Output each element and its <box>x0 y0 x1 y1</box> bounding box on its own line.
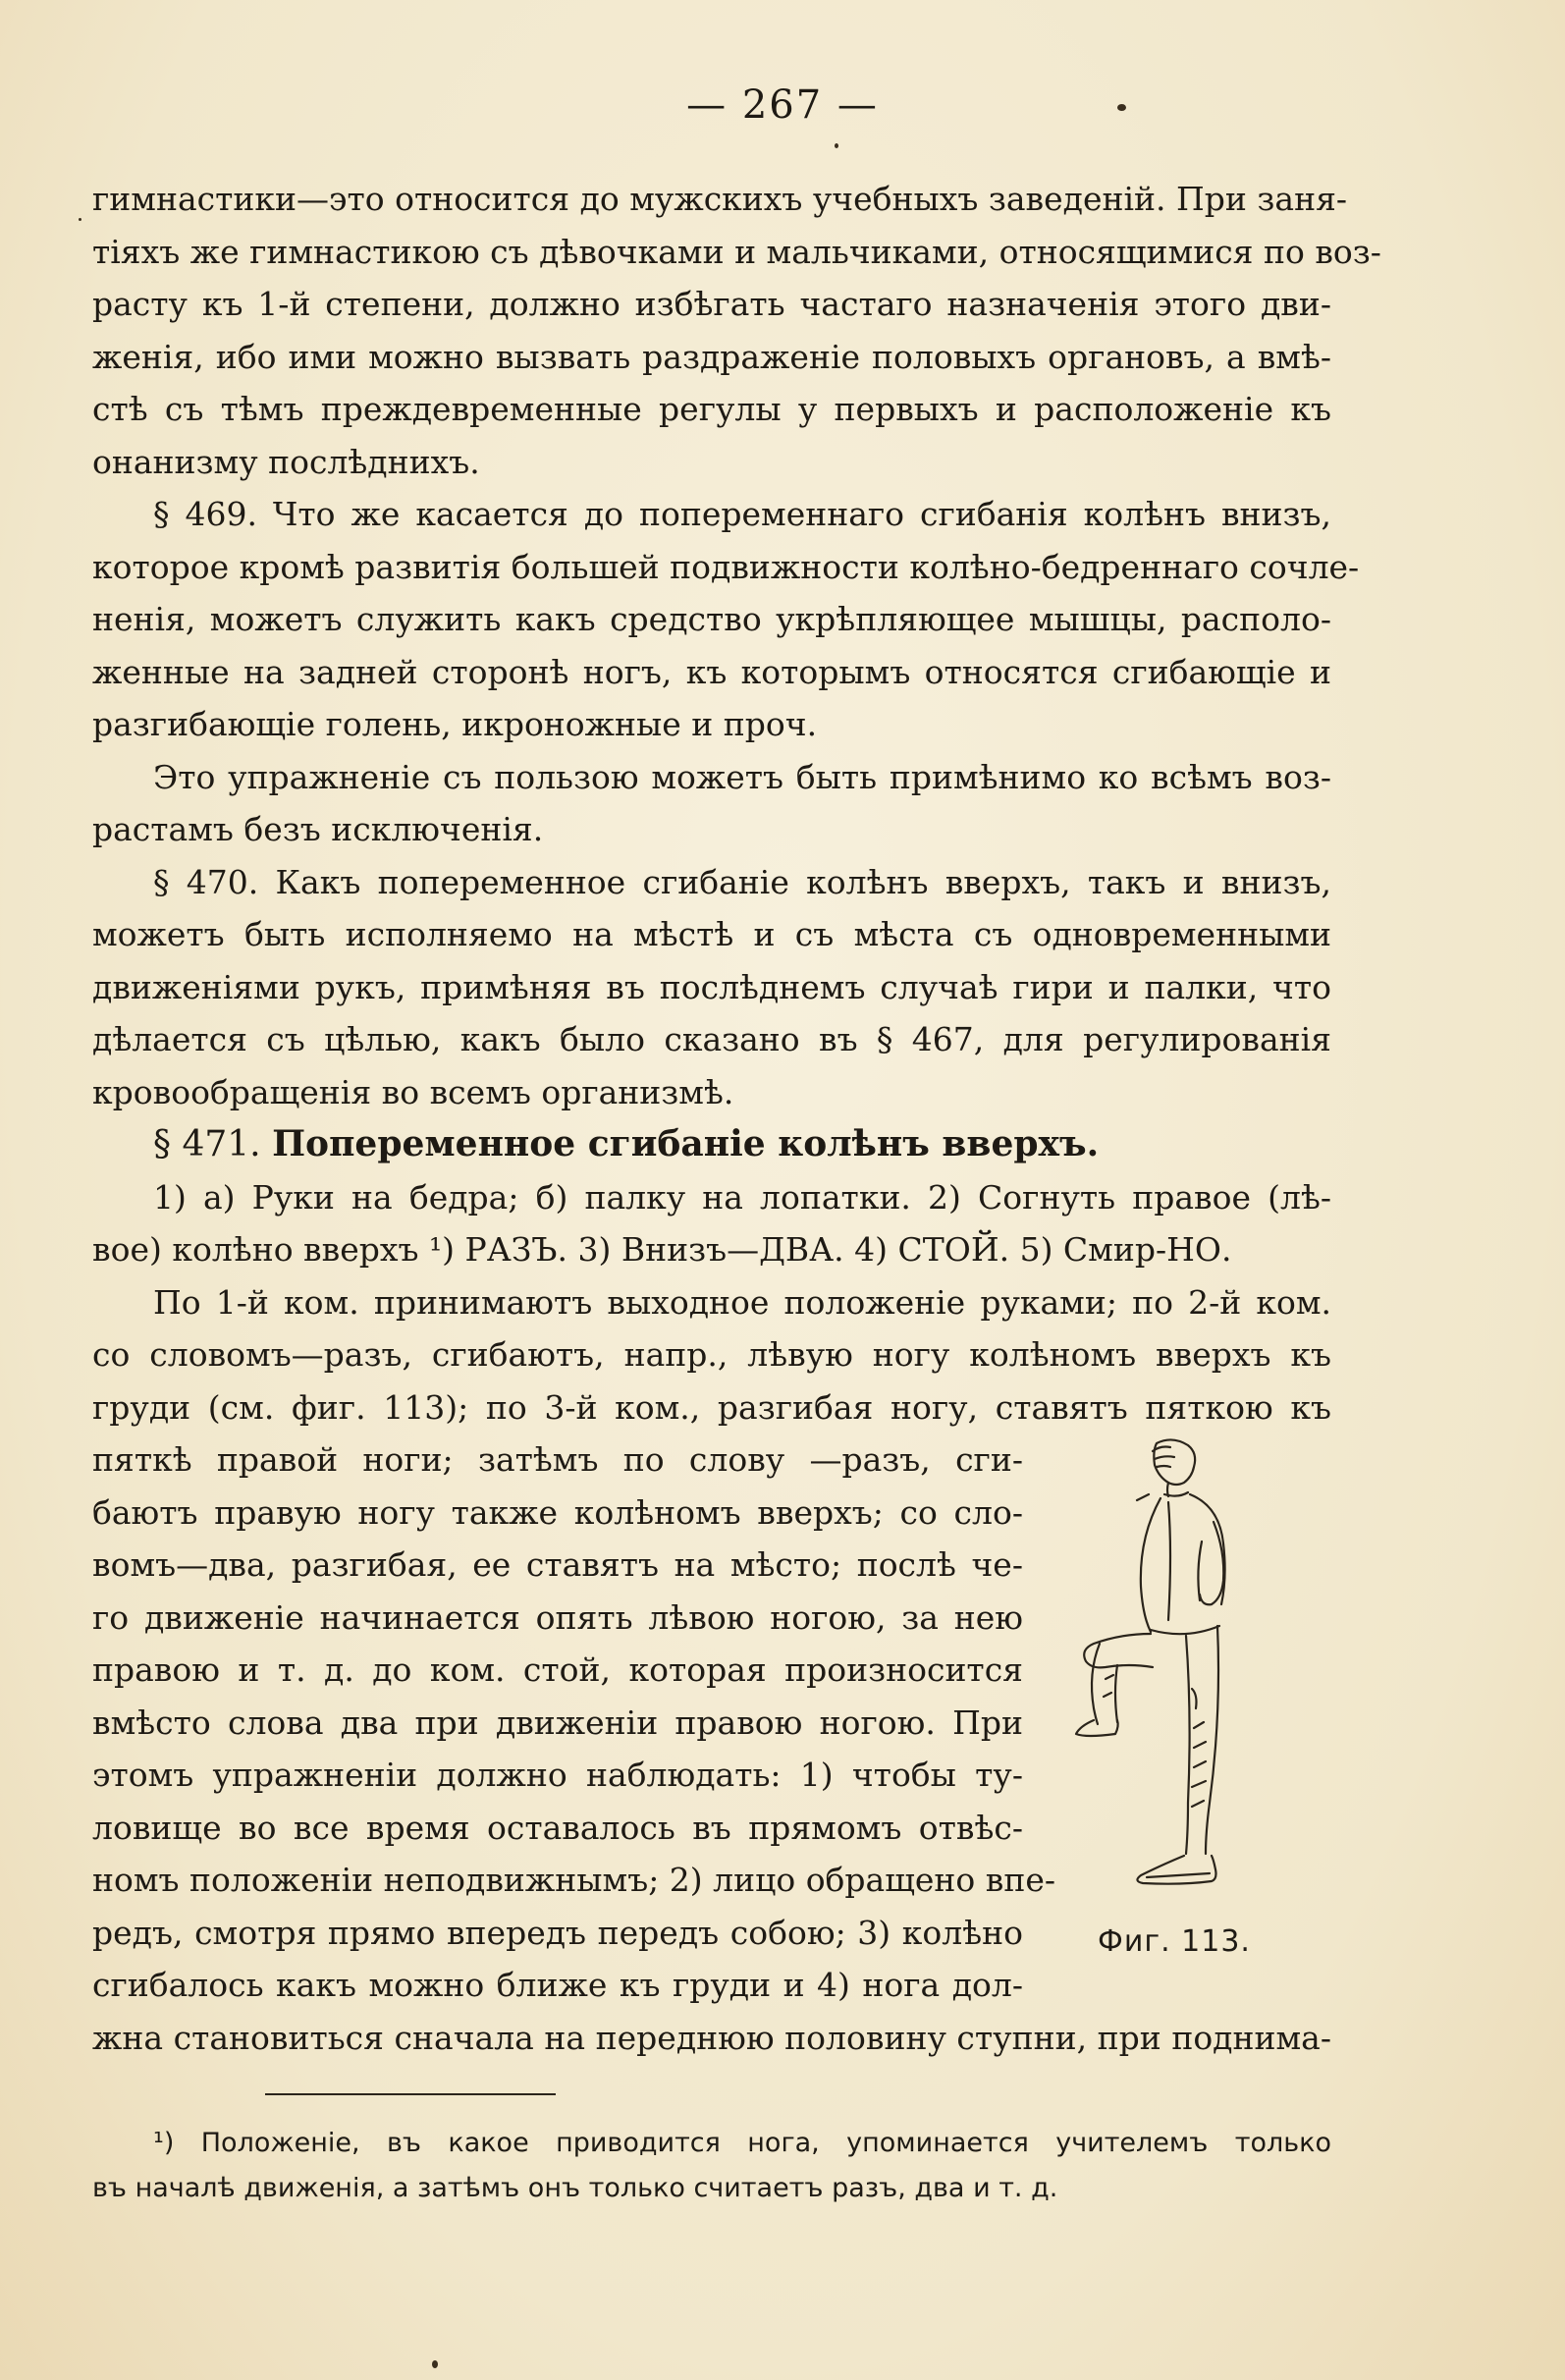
text-line: дѣлается съ цѣлью, какъ было сказано въ § 467, для регулированія <box>92 1020 1331 1058</box>
command-line: вое) колѣно вверхъ ¹) РАЗЪ. 3) Внизъ—ДВА. 4) СТОЙ. 5) Смир-НО. <box>92 1230 1232 1269</box>
footnote-divider <box>265 2093 556 2095</box>
command-line: 1) а) Руки на бедра; б) палку на лопатки. 2) Согнуть правое (лѣ- <box>153 1177 1331 1217</box>
text-line: можетъ быть исполняемо на мѣстѣ и съ мѣста съ одновременными <box>92 915 1331 953</box>
text-line: растамъ безъ исключенія. <box>92 810 544 848</box>
page-number: — 267 — <box>686 82 879 128</box>
text-line: со словомъ—разъ, сгибаютъ, напр., лѣвую ногу колѣномъ вверхъ къ <box>92 1335 1331 1374</box>
ink-speck <box>1117 104 1126 111</box>
text-line: гимнастики—это относится до мужскихъ учебныхъ заведеній. При заня- <box>92 180 1348 218</box>
text-line: номъ положеніи неподвижнымъ; 2) лицо обращено впе- <box>92 1861 1056 1899</box>
text-line: стѣ съ тѣмъ преждевременные регулы у первыхъ и расположеніе къ <box>92 390 1331 428</box>
figure-raising-knee-illustration <box>1070 1433 1296 1915</box>
text-line: баютъ правую ногу также колѣномъ вверхъ; со сло- <box>92 1492 1023 1532</box>
text-line: ненія, можетъ служить какъ средство укрѣпляющее мышцы, располо- <box>92 600 1331 638</box>
text-line: пяткѣ правой ноги; затѣмъ по слову —разъ, сги- <box>92 1440 1023 1479</box>
text-line: вмѣсто слова два при движеніи правою ногою. При <box>92 1703 1023 1742</box>
text-line: вомъ—два, разгибая, ее ставятъ на мѣсто; послѣ че- <box>92 1545 1023 1584</box>
text-line: движеніями рукъ, примѣняя въ послѣднемъ случаѣ гири и палки, что <box>92 967 1331 1006</box>
section-number: § 471. <box>153 1124 261 1164</box>
ink-speck <box>835 143 838 148</box>
text-line: Это упражненіе съ пользою можетъ быть примѣнимо ко всѣмъ воз- <box>153 757 1331 796</box>
text-line: По 1-й ком. принимаютъ выходное положеніе руками; по 2-й ком. <box>153 1282 1331 1322</box>
text-line: правою и т. д. до ком. стой, которая произносится <box>92 1650 1023 1689</box>
text-line: онанизму послѣднихъ. <box>92 442 480 481</box>
section-469-line: § 469. Что же касается до попеременнаго сгибанія колѣнъ внизъ, <box>153 495 1331 533</box>
text-line: груди (см. фиг. 113); по 3-й ком., разгибая ногу, ставятъ пяткою къ <box>92 1387 1331 1427</box>
ink-speck <box>79 218 81 221</box>
text-line: сгибалось какъ можно ближе къ груди и 4) нога дол- <box>92 1966 1023 2004</box>
text-line: ловище во все время оставалось въ прямомъ отвѣс- <box>92 1808 1023 1847</box>
section-title: Попеременное сгибаніе колѣнъ вверхъ. <box>272 1123 1100 1164</box>
section-471-heading <box>92 1118 1331 1171</box>
figure-caption: Фиг. 113. <box>1098 1924 1251 1959</box>
text-line: кровообращенія во всемъ организмѣ. <box>92 1072 734 1111</box>
footnote <box>92 2121 1331 2211</box>
text-line: тіяхъ же гимнастикою съ дѣвочками и мальчиками, относящимися по воз- <box>92 232 1381 271</box>
footnote-line: ¹) Положеніе, въ какое приводится нога, упоминается учителемъ только <box>153 2128 1331 2158</box>
text-line: этомъ упражненіи должно наблюдать: 1) чтобы ту- <box>92 1756 1023 1794</box>
text-line: которое кромѣ развитія большей подвижности колѣно-бедреннаго сочле- <box>92 547 1360 586</box>
footnote-line: въ началѣ движенія, а затѣмъ онъ только считаетъ разъ, два и т. д. <box>92 2173 1058 2203</box>
text-line: женія, ибо ими можно вызвать раздраженіе половыхъ органовъ, а вмѣ- <box>92 337 1331 376</box>
ink-speck <box>432 2360 438 2368</box>
section-470-line: § 470. Какъ попеременное сгибаніе колѣнъ вверхъ, такъ и внизъ, <box>153 862 1331 901</box>
text-line: го движеніе начинается опять лѣвою ногою, за нею <box>92 1597 1023 1637</box>
text-line: расту къ 1-й степени, должно избѣгать частаго назначенія этого дви- <box>92 285 1331 323</box>
text-line: разгибающіе голень, икроножные и проч. <box>92 705 818 743</box>
text-line: женные на задней сторонѣ ногъ, къ которымъ относятся сгибающіе и <box>92 652 1331 691</box>
text-line: редъ, смотря прямо впередъ передъ собою; 3) колѣно <box>92 1913 1023 1952</box>
text-line: жна становиться сначала на переднюю половину ступни, при поднима- <box>92 2018 1331 2057</box>
